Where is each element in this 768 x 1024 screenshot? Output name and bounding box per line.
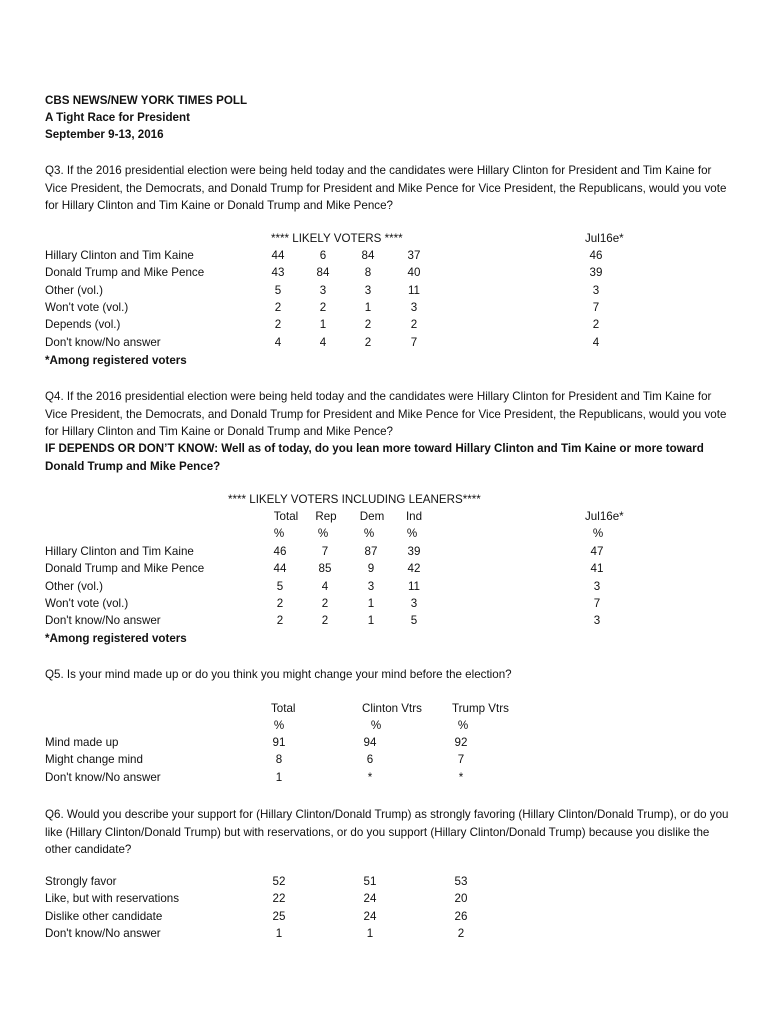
row-value: 8 <box>275 753 283 767</box>
row-value: 53 <box>454 875 468 888</box>
q5-pct-total: % <box>273 719 285 732</box>
row-value: 2 <box>319 300 327 314</box>
poll-title: A Tight Race for President <box>45 111 190 124</box>
row-value: 11 <box>407 579 421 593</box>
row-label: Won't vote (vol.) <box>45 596 129 610</box>
row-jul-value: 39 <box>589 266 603 280</box>
row-label: Hillary Clinton and Tim Kaine <box>45 545 194 558</box>
q3-question: Q3. If the 2016 presidential election were being held today and the candidates were Hillary Clinton for President and Tim Kaine for Vice President, the Democrats, and Donald Trump for President and Mike Pence for Vice President, the Republicans, would you vote for Hillary Clinton and Tim Kaine or Donald Trump and Mike Pence? <box>45 164 727 212</box>
row-value: 20 <box>454 892 468 906</box>
row-value: 8 <box>364 266 372 280</box>
row-label: Mind made up <box>45 736 119 749</box>
row-value: 2 <box>274 300 282 314</box>
row-jul-value: 3 <box>593 579 601 593</box>
row-value: 3 <box>410 596 418 610</box>
row-label: Might change mind <box>45 753 143 767</box>
q4-col-rep: Rep <box>315 510 337 523</box>
row-value: * <box>367 770 373 784</box>
row-value: 1 <box>367 614 375 628</box>
table-row <box>0 336 768 353</box>
row-value: 84 <box>361 249 375 262</box>
q4-group-header: **** LIKELY VOTERS INCLUDING LEANERS**** <box>228 493 481 506</box>
q4-pct-jul: % <box>592 527 604 540</box>
row-value: 3 <box>410 300 418 314</box>
row-label: Dislike other candidate <box>45 909 163 923</box>
q4-column-headers <box>0 510 768 527</box>
row-value: 11 <box>407 283 421 297</box>
q5-col-trump: Trump Vtrs <box>452 702 509 715</box>
q5-percent-row <box>0 719 768 736</box>
row-value: 24 <box>363 892 377 906</box>
table-row <box>0 910 768 927</box>
row-value: 1 <box>364 300 372 314</box>
row-jul-value: 2 <box>592 318 600 332</box>
table-row <box>0 266 768 283</box>
row-value: 1 <box>319 318 327 332</box>
row-value: 87 <box>364 545 378 558</box>
table-row <box>0 580 768 597</box>
row-jul-value: 7 <box>592 300 600 314</box>
row-value: 2 <box>321 614 329 628</box>
row-label: Won't vote (vol.) <box>45 300 129 314</box>
row-value: 44 <box>271 249 285 262</box>
row-label: Other (vol.) <box>45 283 103 297</box>
q4-pct-total: % <box>273 527 285 540</box>
row-value: 40 <box>407 266 421 280</box>
row-label: Strongly favor <box>45 875 117 888</box>
row-label: Don't know/No answer <box>45 335 161 349</box>
q5-question: Q5. Is your mind made up or do you think you might change your mind before the election? <box>45 668 512 681</box>
row-value: 2 <box>364 318 372 332</box>
row-value: 7 <box>321 545 329 558</box>
row-value: 7 <box>457 753 465 767</box>
q5-pct-trump: % <box>457 719 469 732</box>
q4-footnote: *Among registered voters <box>45 632 187 645</box>
poll-source: CBS NEWS/NEW YORK TIMES POLL <box>45 94 248 107</box>
poll-dates: September 9-13, 2016 <box>45 128 164 141</box>
q4-col-total: Total <box>273 510 299 523</box>
table-row <box>0 249 768 266</box>
row-value: 43 <box>271 266 285 280</box>
row-value: 52 <box>272 875 286 888</box>
q4-pct-dem: % <box>363 527 375 540</box>
row-value: 51 <box>363 875 377 888</box>
q3-jul-header: Jul16e* <box>585 232 624 245</box>
q5-column-headers <box>0 702 768 719</box>
row-value: 37 <box>407 249 421 262</box>
q5-col-clinton: Clinton Vtrs <box>362 702 422 715</box>
row-value: 2 <box>274 318 282 332</box>
row-value: 1 <box>367 596 375 610</box>
row-value: 26 <box>454 909 468 923</box>
row-label: Don't know/No answer <box>45 614 161 628</box>
q4-col-dem: Dem <box>359 510 385 523</box>
table-row <box>0 614 768 631</box>
q6-question: Q6. Would you describe your support for (Hillary Clinton/Donald Trump) as strongly favoring (Hillary Clinton/Donald Trump), or do you like (Hillary Clinton/Donald Trump) but with reservations, or do you support (Hillary Clinton/Donald Trump) because you dislike the other candidate? <box>45 808 729 856</box>
table-row <box>0 301 768 318</box>
row-jul-value: 46 <box>589 249 603 262</box>
row-value: 6 <box>319 249 327 262</box>
row-value: 6 <box>366 753 374 767</box>
q4-pct-ind: % <box>406 527 418 540</box>
table-row <box>0 875 768 892</box>
q4-pct-rep: % <box>317 527 329 540</box>
row-value: 85 <box>318 562 332 576</box>
row-value: 42 <box>407 562 421 576</box>
row-jul-value: 4 <box>592 335 600 349</box>
row-value: 39 <box>407 545 421 558</box>
row-label: Hillary Clinton and Tim Kaine <box>45 249 194 262</box>
row-jul-value: 3 <box>593 614 601 628</box>
row-value: 2 <box>410 318 418 332</box>
q5-pct-clinton: % <box>370 719 382 732</box>
row-label: Don't know/No answer <box>45 926 161 940</box>
row-value: 3 <box>319 283 327 297</box>
row-value: 3 <box>367 579 375 593</box>
row-label: Other (vol.) <box>45 579 103 593</box>
row-value: 44 <box>273 562 287 576</box>
q4-jul-header: Jul16e* <box>585 510 624 523</box>
row-value: 9 <box>367 562 375 576</box>
row-value: 2 <box>276 596 284 610</box>
row-label: Depends (vol.) <box>45 318 121 332</box>
row-value: 2 <box>276 614 284 628</box>
row-value: 2 <box>364 335 372 349</box>
row-value: 84 <box>316 266 330 280</box>
row-value: 2 <box>321 596 329 610</box>
table-row <box>0 892 768 909</box>
row-value: 22 <box>272 892 286 906</box>
row-value: 4 <box>274 335 282 349</box>
row-value: 5 <box>410 614 418 628</box>
row-value: 3 <box>364 283 372 297</box>
row-value: 46 <box>273 545 287 558</box>
table-row <box>0 284 768 301</box>
row-value: 92 <box>454 736 468 749</box>
row-value: 4 <box>319 335 327 349</box>
row-jul-value: 3 <box>592 283 600 297</box>
q3-group-header: **** LIKELY VOTERS **** <box>271 232 403 245</box>
row-label: Don't know/No answer <box>45 770 161 784</box>
row-value: 25 <box>272 909 286 923</box>
row-value: * <box>458 770 464 784</box>
table-row <box>0 771 768 788</box>
row-value: 2 <box>457 926 465 940</box>
q5-col-total: Total <box>271 702 296 715</box>
q4-col-ind: Ind <box>405 510 423 523</box>
row-value: 1 <box>275 770 283 784</box>
row-value: 94 <box>363 736 377 749</box>
table-row <box>0 318 768 335</box>
row-value: 4 <box>321 579 329 593</box>
q4-percent-row <box>0 527 768 544</box>
q4-followup: IF DEPENDS OR DON’T KNOW: Well as of today, do you lean more toward Hillary Clinton and Tim Kaine or more toward Donald Trump and Mike Pence? <box>45 442 704 473</box>
row-label: Donald Trump and Mike Pence <box>45 266 205 280</box>
row-value: 24 <box>363 909 377 923</box>
table-row <box>0 927 768 944</box>
row-jul-value: 41 <box>590 562 604 576</box>
row-label: Donald Trump and Mike Pence <box>45 562 205 576</box>
row-jul-value: 7 <box>593 596 601 610</box>
row-label: Like, but with reservations <box>45 892 180 906</box>
table-row <box>0 597 768 614</box>
row-value: 7 <box>410 335 418 349</box>
row-value: 91 <box>272 736 286 749</box>
row-value: 5 <box>276 579 284 593</box>
row-jul-value: 47 <box>590 545 604 558</box>
row-value: 1 <box>275 926 283 940</box>
q4-question: Q4. If the 2016 presidential election were being held today and the candidates were Hillary Clinton for President and Tim Kaine for Vice President, the Democrats, and Donald Trump for President and Mike Pence for Vice President, the Republicans, would you vote for Hillary Clinton and Tim Kaine or Donald Trump and Mike Pence? <box>45 390 727 438</box>
q3-footnote: *Among registered voters <box>45 354 187 367</box>
table-row <box>0 736 768 753</box>
table-row <box>0 753 768 770</box>
row-value: 1 <box>366 926 374 940</box>
row-value: 5 <box>274 283 282 297</box>
table-row <box>0 562 768 579</box>
table-row <box>0 545 768 562</box>
